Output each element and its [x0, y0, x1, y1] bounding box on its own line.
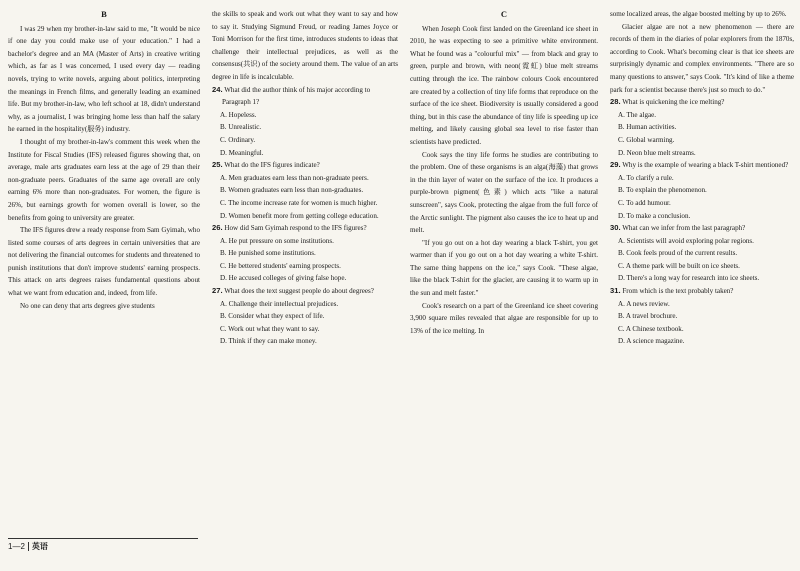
paragraph: I was 29 when my brother-in-law said to me, "It would be nice if one day you could make use of your education." I had a bachelor's degree and an MA (Master of Arts) in creative writing which, as far as I was concerned, I used every day — reading novels, trying to write novels, arguing about politics, interpreting the meanings in French films, and generally leading an examined life. But my brother-in-law, who left school at 18, didn't understand why, as a journalist, I was bringing home less than half the salary he earned in the hospitality(服务) industry. [8, 24, 200, 134]
option[interactable]: D. A science magazine. [618, 337, 685, 346]
option[interactable]: B. To explain the phenomenon. [618, 186, 707, 195]
option[interactable]: C. Ordinary. [220, 135, 256, 144]
footer-divider [28, 542, 29, 551]
option[interactable]: B. He punished some institutions. [220, 249, 316, 258]
question-stem: What can we infer from the last paragraph? [622, 224, 746, 233]
question-24 [212, 84, 398, 160]
question-number: 30. [610, 223, 621, 233]
option[interactable]: C. A Chinese textbook. [618, 324, 684, 333]
page-footer [8, 538, 198, 552]
column-questions-28-31 [610, 8, 794, 348]
option[interactable]: D. He accused colleges of giving false hope. [220, 274, 347, 283]
question-number: 26. [212, 223, 223, 233]
question-stem: What is quickening the ice melting? [622, 98, 725, 107]
option[interactable]: A. He put pressure on some institutions. [220, 236, 334, 245]
paragraph: some localized areas, the algae boosted melting by up to 26%. [610, 10, 787, 18]
question-stem: What did the author think of his major according to Paragraph 1? [222, 85, 371, 107]
page-number: 1—2 [8, 542, 25, 551]
column-passage-c [410, 8, 598, 337]
option[interactable]: B. A travel brochure. [618, 312, 678, 321]
column-questions-24-27 [212, 8, 398, 348]
option[interactable]: C. A theme park will be built on ice sheets. [618, 261, 740, 270]
paragraph: When Joseph Cook first landed on the Greenland ice sheet in 2010, he was expecting to see a primitive white environment. What he found was a "colourful mix" — from black and gray to green, purple and brown, with neon(霓虹) blue melt streams cutting through the ice. The rainbow colours Cook encountered are created by a collection of tiny life forms that reproduce on the surface of the ice sheet. Biodiversity is usually considered a good thing, but in this case the abundance of tiny life is speeding up ice melting, and likely causing global sea level to rise faster than scientists have predicted. [410, 24, 598, 146]
paragraph: Glacier algae are not a new phenomenon — there are records of them in the diaries of polar explorers from the 1870s, according to Cook. What's becoming clear is that ice sheets are surprisingly dynamic and complex environments. "There are so many questions to answer," says Cook. "It's kind of like a theme park for a scientist because there's just so much to do." [610, 22, 794, 94]
paragraph: I thought of my brother-in-law's comment this week when the Institute for Fiscal Studies (IFS) released figures showing that, on average, male arts graduates earn less at the age of 29 than their non-graduate peers. Graduates of the same age overall are only earning 6% more than non-graduates. For women, the figure is 26%, but earnings growth for women overall is lower, so the benefits from going to university are greater. [8, 137, 200, 222]
question-number: 24. [212, 84, 223, 94]
question-stem: What do the IFS figures indicate? [224, 161, 320, 170]
paragraph: Cook's research on a part of the Greenland ice sheet covering 3,900 square miles revealed that algae are responsible for up to 13% of the ice melting. In [410, 301, 598, 335]
paragraph: The IFS figures drew a ready response from Sam Gyimah, who listed some courses of arts degrees in certain universities that are not delivering the financial outcomes for students and threatened to punish institutions that don't improve students' earning prospects. This attack on arts degrees raises fundamental questions about what we want from education and, indeed, from life. [8, 226, 200, 298]
question-number: 28. [610, 97, 621, 107]
option[interactable]: B. Consider what they expect of life. [220, 312, 325, 321]
paragraph: No one can deny that arts degrees give students [20, 301, 155, 310]
question-stem: How did Sam Gyimah respond to the IFS figures? [224, 224, 367, 233]
option[interactable]: A. To clarify a rule. [618, 173, 674, 182]
option[interactable]: D. Think if they can make money. [220, 337, 317, 346]
question-29 [610, 159, 794, 222]
option[interactable]: C. Work out what they want to say. [220, 324, 320, 333]
option[interactable]: B. Women graduates earn less than non-graduates. [220, 186, 364, 195]
column-passage-b [8, 8, 200, 312]
question-25 [212, 159, 398, 222]
option[interactable]: A. Scientists will avoid exploring polar regions. [618, 236, 754, 245]
question-number: 27. [212, 286, 223, 296]
option[interactable]: C. To add humour. [618, 198, 671, 207]
option[interactable]: A. Hopeless. [220, 110, 257, 119]
section-heading-b: B [101, 9, 107, 19]
option[interactable]: D. Women benefit more from getting college education. [220, 211, 379, 220]
question-stem: What does the text suggest people do about degrees? [224, 287, 374, 296]
paragraph: Cook says the tiny life forms he studies are contributing to the problem. One of these organisms is an alga(海藻) that grows in the thin layer of water on the surface of the ice. It produces a purple-brown pigment(色素) which acts "like a natural sunscreen", says Cook, protecting the algae from the full force of the Arctic sunlight. The pigment also causes the ice to heat up and melt. [410, 150, 598, 235]
question-30 [610, 222, 794, 285]
option[interactable]: B. Unrealistic. [220, 123, 262, 132]
subject-label: 英语 [31, 542, 48, 551]
option[interactable]: C. The income increase rate for women is much higher. [220, 198, 378, 207]
question-31 [610, 285, 794, 348]
question-28 [610, 96, 794, 159]
section-heading-c: C [500, 9, 508, 19]
option[interactable]: D. Neon blue melt streams. [618, 148, 696, 157]
question-stem: Why is the example of wearing a black T-shirt mentioned? [622, 161, 789, 170]
option[interactable]: B. Human activities. [618, 123, 677, 132]
option[interactable]: D. Meaningful. [220, 148, 264, 157]
paragraph: "If you go out on a hot day wearing a black T-shirt, you get warmer than if you go out on a hot day wearing a white T-shirt. The same thing happens on the ice," says Cook. "These algae, like the black T-shirt for the glacier, are causing it to warm up in the sun and melt faster." [410, 238, 598, 298]
option[interactable]: A. The algae. [618, 110, 657, 119]
option[interactable]: A. A news review. [618, 299, 670, 308]
option[interactable]: D. To make a conclusion. [618, 211, 691, 220]
question-number: 25. [212, 160, 223, 170]
question-number: 31. [610, 286, 621, 296]
question-27 [212, 285, 398, 348]
option[interactable]: D. There's a long way for research into ice sheets. [618, 274, 760, 283]
paragraph: the skills to speak and work out what they want to say and how to say it. Studying Sigmund Freud, or reading James Joyce or Toni Morrison for the first time, introduces students to ideas that challenge their intellectual prejudices, as well as the consensus(共识) of the society around them. The value of an arts degree in life is incalculable. [212, 10, 398, 81]
option[interactable]: A. Challenge their intellectual prejudices. [220, 299, 339, 308]
option[interactable]: C. Global warming. [618, 135, 675, 144]
question-stem: From which is the text probably taken? [622, 287, 734, 296]
option[interactable]: A. Men graduates earn less than non-graduate peers. [220, 173, 369, 182]
option[interactable]: B. Cook feels proud of the current results. [618, 249, 738, 258]
question-26 [212, 222, 398, 285]
footer-rule [8, 538, 198, 539]
question-number: 29. [610, 160, 621, 170]
option[interactable]: C. He bettered students' earning prospects. [220, 261, 341, 270]
